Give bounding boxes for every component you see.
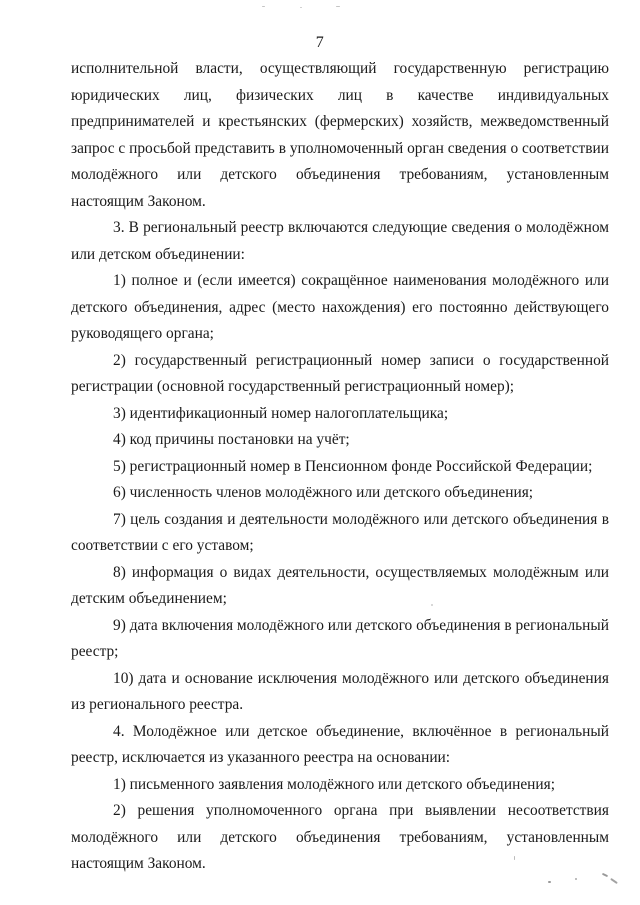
scan-speck — [514, 856, 515, 860]
list-item-3-2: 2) государственный регистрационный номер записи о государственной регистрации (основной государственный регистрационный номер); — [71, 351, 609, 395]
list-item-3-6: 6) численность членов молодёжного или детского объединения; — [113, 484, 534, 501]
list-item-3-10: 10) дата и основание исключения молодёжного или детского объединения из регионального реестра. — [71, 669, 609, 713]
scan-speck — [300, 7, 302, 8]
scan-speck — [610, 878, 618, 884]
scan-speck — [548, 881, 551, 883]
list-item-3-7: 7) цель создания и деятельности молодёжного или детского объединения в соответствии с его уставом; — [71, 510, 609, 554]
document-body — [71, 56, 609, 878]
scan-speck — [262, 6, 265, 7]
list-item-3-9: 9) дата включения молодёжного или детского объединения в региональный реестр; — [71, 616, 609, 660]
list-item-3-4: 4) код причины постановки на учёт; — [113, 431, 350, 448]
paragraph-continuation: исполнительной власти, осуществляющий государственную регистрацию юридических лиц, физических лиц в качестве индивидуальных предпринимателей и крестьянских (фермерских) хозяйств, межведомственный запрос с просьбой представить в уполномоченный орган сведения о соответствии молодёжного или детского объединения требованиям, установленным настоящим Законом. — [71, 60, 609, 210]
scan-speck — [575, 878, 577, 880]
list-item-4-2: 2) решения уполномоченного органа при выявлении несоответствия молодёжного или детского объединения требованиям, установленным настоящим Законом. — [71, 802, 609, 872]
scan-speck — [431, 604, 433, 606]
list-item-3-3: 3) идентификационный номер налогоплательщика; — [113, 404, 449, 422]
scan-speck — [336, 6, 340, 7]
list-item-3-5: 5) регистрационный номер в Пенсионном фонде Российской Федерации; — [113, 457, 593, 475]
list-item-3-1: 1) полное и (если имеется) сокращённое наименования молодёжного или детского объединения, адрес (место нахождения) его постоянно действующего руководящего органа; — [71, 272, 609, 342]
list-item-3-8: 8) информация о видах деятельности, осуществляемых молодёжным или детским объединением; — [71, 563, 609, 607]
list-item-4-1: 1) письменного заявления молодёжного или детского объединения; — [113, 775, 555, 793]
paragraph-section-3: 3. В региональный реестр включаются следующие сведения о молодёжном или детском объединении: — [71, 219, 609, 263]
page-number: 7 — [315, 34, 325, 51]
paragraph-section-4: 4. Молодёжное или детское объединение, включённое в региональный реестр, исключается из указанного реестра на основании: — [71, 722, 609, 766]
